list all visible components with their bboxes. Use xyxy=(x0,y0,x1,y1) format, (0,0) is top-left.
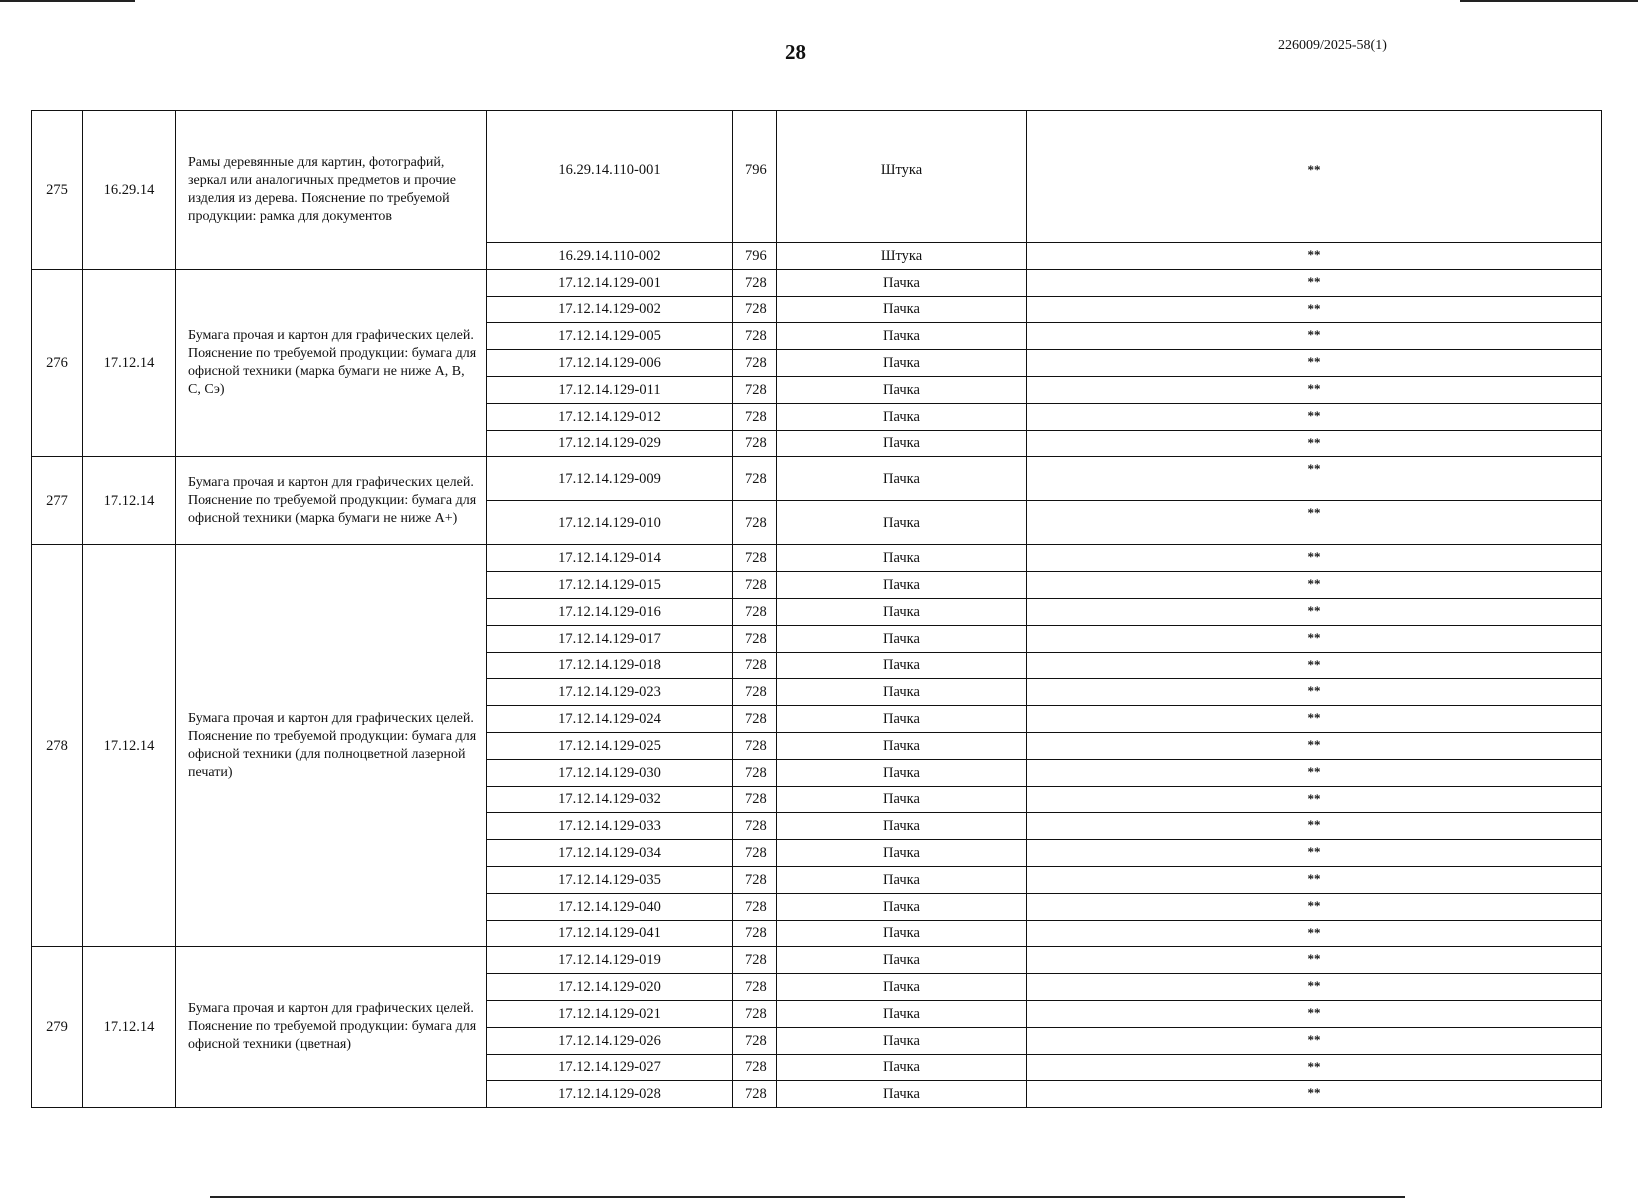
okei-code: 728 xyxy=(733,732,777,759)
ktru-code: 17.12.14.129-033 xyxy=(487,813,733,840)
note-mark: ** xyxy=(1027,430,1602,457)
note-mark: ** xyxy=(1027,625,1602,652)
note-mark: ** xyxy=(1027,840,1602,867)
unit-name: Пачка xyxy=(777,679,1027,706)
unit-name: Пачка xyxy=(777,652,1027,679)
okei-code: 728 xyxy=(733,598,777,625)
okei-code: 728 xyxy=(733,786,777,813)
okei-code: 728 xyxy=(733,296,777,323)
ktru-code: 17.12.14.129-035 xyxy=(487,866,733,893)
document-reference: 226009/2025-58(1) xyxy=(1278,38,1387,53)
okei-code: 728 xyxy=(733,652,777,679)
note-mark: ** xyxy=(1027,350,1602,377)
note-mark: ** xyxy=(1027,598,1602,625)
ktru-code: 17.12.14.129-041 xyxy=(487,920,733,947)
unit-name: Пачка xyxy=(777,947,1027,974)
unit-name: Штука xyxy=(777,243,1027,270)
ktru-code: 17.12.14.129-005 xyxy=(487,323,733,350)
okei-code: 728 xyxy=(733,1027,777,1054)
ktru-code: 17.12.14.129-025 xyxy=(487,732,733,759)
okei-code: 728 xyxy=(733,501,777,545)
ktru-code: 17.12.14.129-014 xyxy=(487,545,733,572)
unit-name: Пачка xyxy=(777,269,1027,296)
note-mark: ** xyxy=(1027,652,1602,679)
okei-code: 728 xyxy=(733,706,777,733)
note-mark: ** xyxy=(1027,403,1602,430)
note-mark: ** xyxy=(1027,893,1602,920)
note-mark: ** xyxy=(1027,679,1602,706)
unit-name: Пачка xyxy=(777,974,1027,1001)
table-row xyxy=(32,947,1602,974)
okei-code: 728 xyxy=(733,1081,777,1108)
table-row xyxy=(32,269,1602,296)
note-mark: ** xyxy=(1027,457,1602,501)
ktru-code: 17.12.14.129-020 xyxy=(487,974,733,1001)
ktru-code: 17.12.14.129-027 xyxy=(487,1054,733,1081)
ktru-code: 17.12.14.129-011 xyxy=(487,376,733,403)
note-mark: ** xyxy=(1027,376,1602,403)
unit-name: Пачка xyxy=(777,1000,1027,1027)
table-row xyxy=(32,111,1602,243)
note-mark: ** xyxy=(1027,759,1602,786)
page-number: 28 xyxy=(785,40,806,64)
okei-code: 796 xyxy=(733,111,777,243)
note-mark: ** xyxy=(1027,1027,1602,1054)
okei-code: 728 xyxy=(733,545,777,572)
note-mark: ** xyxy=(1027,974,1602,1001)
unit-name: Пачка xyxy=(777,572,1027,599)
okei-code: 728 xyxy=(733,974,777,1001)
unit-name: Пачка xyxy=(777,457,1027,501)
okei-code: 728 xyxy=(733,403,777,430)
okpd-code: 16.29.14 xyxy=(83,111,176,270)
item-number: 277 xyxy=(32,457,83,545)
okei-code: 728 xyxy=(733,759,777,786)
ktru-code: 17.12.14.129-009 xyxy=(487,457,733,501)
okei-code: 728 xyxy=(733,350,777,377)
unit-name: Пачка xyxy=(777,501,1027,545)
okei-code: 728 xyxy=(733,893,777,920)
okei-code: 728 xyxy=(733,866,777,893)
top-rule-right xyxy=(1460,0,1638,2)
okpd-code: 17.12.14 xyxy=(83,269,176,457)
okei-code: 728 xyxy=(733,1000,777,1027)
okei-code: 728 xyxy=(733,457,777,501)
note-mark: ** xyxy=(1027,920,1602,947)
okei-code: 728 xyxy=(733,679,777,706)
top-rule-left xyxy=(0,0,135,2)
okei-code: 728 xyxy=(733,323,777,350)
unit-name: Штука xyxy=(777,111,1027,243)
unit-name: Пачка xyxy=(777,1054,1027,1081)
item-description: Бумага прочая и картон для графических целей. Пояснение по требуемой продукции: бумага для офисной техники (марка бумаги не ниже А+) xyxy=(176,457,487,545)
okei-code: 728 xyxy=(733,947,777,974)
ktru-code: 17.12.14.129-040 xyxy=(487,893,733,920)
ktru-code: 17.12.14.129-002 xyxy=(487,296,733,323)
unit-name: Пачка xyxy=(777,430,1027,457)
table-row xyxy=(32,457,1602,501)
note-mark: ** xyxy=(1027,813,1602,840)
unit-name: Пачка xyxy=(777,1081,1027,1108)
okei-code: 728 xyxy=(733,840,777,867)
unit-name: Пачка xyxy=(777,813,1027,840)
ktru-code: 17.12.14.129-029 xyxy=(487,430,733,457)
note-mark: ** xyxy=(1027,296,1602,323)
ktru-code: 17.12.14.129-026 xyxy=(487,1027,733,1054)
unit-name: Пачка xyxy=(777,350,1027,377)
ktru-code: 16.29.14.110-001 xyxy=(487,111,733,243)
note-mark: ** xyxy=(1027,1000,1602,1027)
okpd-code: 17.12.14 xyxy=(83,457,176,545)
unit-name: Пачка xyxy=(777,376,1027,403)
ktru-code: 17.12.14.129-034 xyxy=(487,840,733,867)
unit-name: Пачка xyxy=(777,1027,1027,1054)
okpd-code: 17.12.14 xyxy=(83,545,176,947)
item-number: 276 xyxy=(32,269,83,457)
note-mark: ** xyxy=(1027,269,1602,296)
ktru-code: 17.12.14.129-006 xyxy=(487,350,733,377)
bottom-rule xyxy=(210,1196,1405,1198)
unit-name: Пачка xyxy=(777,625,1027,652)
okpd-code: 17.12.14 xyxy=(83,947,176,1108)
note-mark: ** xyxy=(1027,1081,1602,1108)
unit-name: Пачка xyxy=(777,323,1027,350)
note-mark: ** xyxy=(1027,243,1602,270)
ktru-code: 17.12.14.129-010 xyxy=(487,501,733,545)
table-row xyxy=(32,545,1602,572)
unit-name: Пачка xyxy=(777,759,1027,786)
ktru-code: 17.12.14.129-032 xyxy=(487,786,733,813)
ktru-code: 17.12.14.129-019 xyxy=(487,947,733,974)
okei-code: 728 xyxy=(733,269,777,296)
unit-name: Пачка xyxy=(777,866,1027,893)
item-description: Бумага прочая и картон для графических целей. Пояснение по требуемой продукции: бумага для офисной техники (цветная) xyxy=(176,947,487,1108)
item-description: Бумага прочая и картон для графических целей. Пояснение по требуемой продукции: бумага для офисной техники (для полноцветной лазерной печати) xyxy=(176,545,487,947)
okei-code: 728 xyxy=(733,920,777,947)
item-description: Рамы деревянные для картин, фотографий, зеркал или аналогичных предметов и прочие изделия из дерева. Пояснение по требуемой продукции: рамка для документов xyxy=(176,111,487,270)
okei-code: 796 xyxy=(733,243,777,270)
unit-name: Пачка xyxy=(777,786,1027,813)
note-mark: ** xyxy=(1027,706,1602,733)
note-mark: ** xyxy=(1027,732,1602,759)
ktru-code: 17.12.14.129-028 xyxy=(487,1081,733,1108)
unit-name: Пачка xyxy=(777,598,1027,625)
note-mark: ** xyxy=(1027,323,1602,350)
item-number: 275 xyxy=(32,111,83,270)
ktru-code: 17.12.14.129-024 xyxy=(487,706,733,733)
ktru-code: 17.12.14.129-016 xyxy=(487,598,733,625)
unit-name: Пачка xyxy=(777,840,1027,867)
unit-name: Пачка xyxy=(777,893,1027,920)
ktru-code: 17.12.14.129-015 xyxy=(487,572,733,599)
okei-code: 728 xyxy=(733,572,777,599)
ktru-code: 17.12.14.129-012 xyxy=(487,403,733,430)
item-number: 279 xyxy=(32,947,83,1108)
note-mark: ** xyxy=(1027,111,1602,243)
table-body xyxy=(32,111,1602,1108)
note-mark: ** xyxy=(1027,947,1602,974)
note-mark: ** xyxy=(1027,786,1602,813)
ktru-code: 17.12.14.129-021 xyxy=(487,1000,733,1027)
note-mark: ** xyxy=(1027,572,1602,599)
note-mark: ** xyxy=(1027,1054,1602,1081)
okei-code: 728 xyxy=(733,813,777,840)
ktru-code: 17.12.14.129-017 xyxy=(487,625,733,652)
unit-name: Пачка xyxy=(777,706,1027,733)
note-mark: ** xyxy=(1027,501,1602,545)
ktru-code: 17.12.14.129-030 xyxy=(487,759,733,786)
item-description: Бумага прочая и картон для графических целей. Пояснение по требуемой продукции: бумага для офисной техники (марка бумаги не ниже А, В, С, Сэ) xyxy=(176,269,487,457)
okei-code: 728 xyxy=(733,376,777,403)
note-mark: ** xyxy=(1027,866,1602,893)
items-table xyxy=(31,110,1602,1108)
okei-code: 728 xyxy=(733,430,777,457)
okei-code: 728 xyxy=(733,1054,777,1081)
note-mark: ** xyxy=(1027,545,1602,572)
ktru-code: 17.12.14.129-018 xyxy=(487,652,733,679)
unit-name: Пачка xyxy=(777,920,1027,947)
ktru-code: 17.12.14.129-001 xyxy=(487,269,733,296)
okei-code: 728 xyxy=(733,625,777,652)
ktru-code: 17.12.14.129-023 xyxy=(487,679,733,706)
unit-name: Пачка xyxy=(777,403,1027,430)
unit-name: Пачка xyxy=(777,296,1027,323)
unit-name: Пачка xyxy=(777,732,1027,759)
ktru-code: 16.29.14.110-002 xyxy=(487,243,733,270)
item-number: 278 xyxy=(32,545,83,947)
unit-name: Пачка xyxy=(777,545,1027,572)
